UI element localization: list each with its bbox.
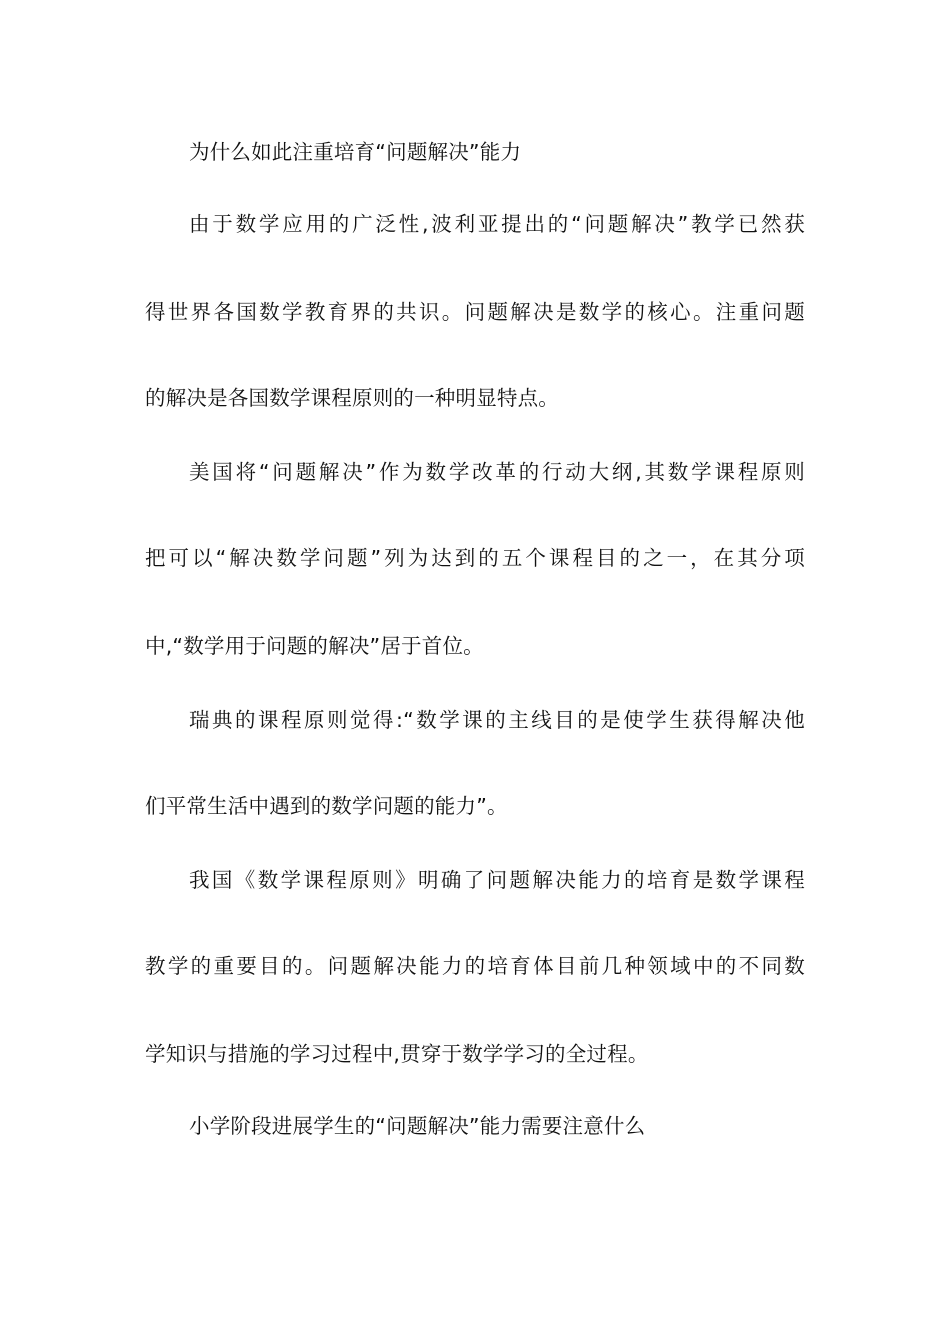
paragraph-line: 们平常生活中遇到的数学问题的能力”。 bbox=[145, 794, 508, 818]
paragraph-line: 瑞典的课程原则觉得:“数学课的主线目的是使学生获得解决他 bbox=[189, 708, 805, 732]
paragraph-line: 教学的重要目的。问题解决能力的培育体目前几种领域中的不同数 bbox=[145, 954, 805, 978]
paragraph-line: 美国将“问题解决”作为数学改革的行动大纲,其数学课程原则 bbox=[189, 460, 805, 484]
paragraph-line: 的解决是各国数学课程原则的一种明显特点。 bbox=[145, 386, 559, 410]
section-heading: 小学阶段进展学生的“问题解决”能力需要注意什么 bbox=[189, 1114, 646, 1138]
paragraph-line: 得世界各国数学教育界的共识。问题解决是数学的核心。注重问题 bbox=[145, 300, 805, 324]
paragraph-line: 把可以“解决数学问题”列为达到的五个课程目的之一，在其分项 bbox=[145, 546, 805, 570]
paragraph-line: 我国《数学课程原则》明确了问题解决能力的培育是数学课程 bbox=[189, 868, 805, 892]
paragraph-line: 由于数学应用的广泛性,波利亚提出的“问题解决”教学已然获 bbox=[189, 212, 805, 236]
section-heading: 为什么如此注重培育“问题解决”能力 bbox=[189, 140, 522, 164]
paragraph-line: 学知识与措施的学习过程中,贯穿于数学学习的全过程。 bbox=[145, 1042, 649, 1066]
paragraph-line: 中,“数学用于问题的解决”居于首位。 bbox=[145, 634, 484, 658]
